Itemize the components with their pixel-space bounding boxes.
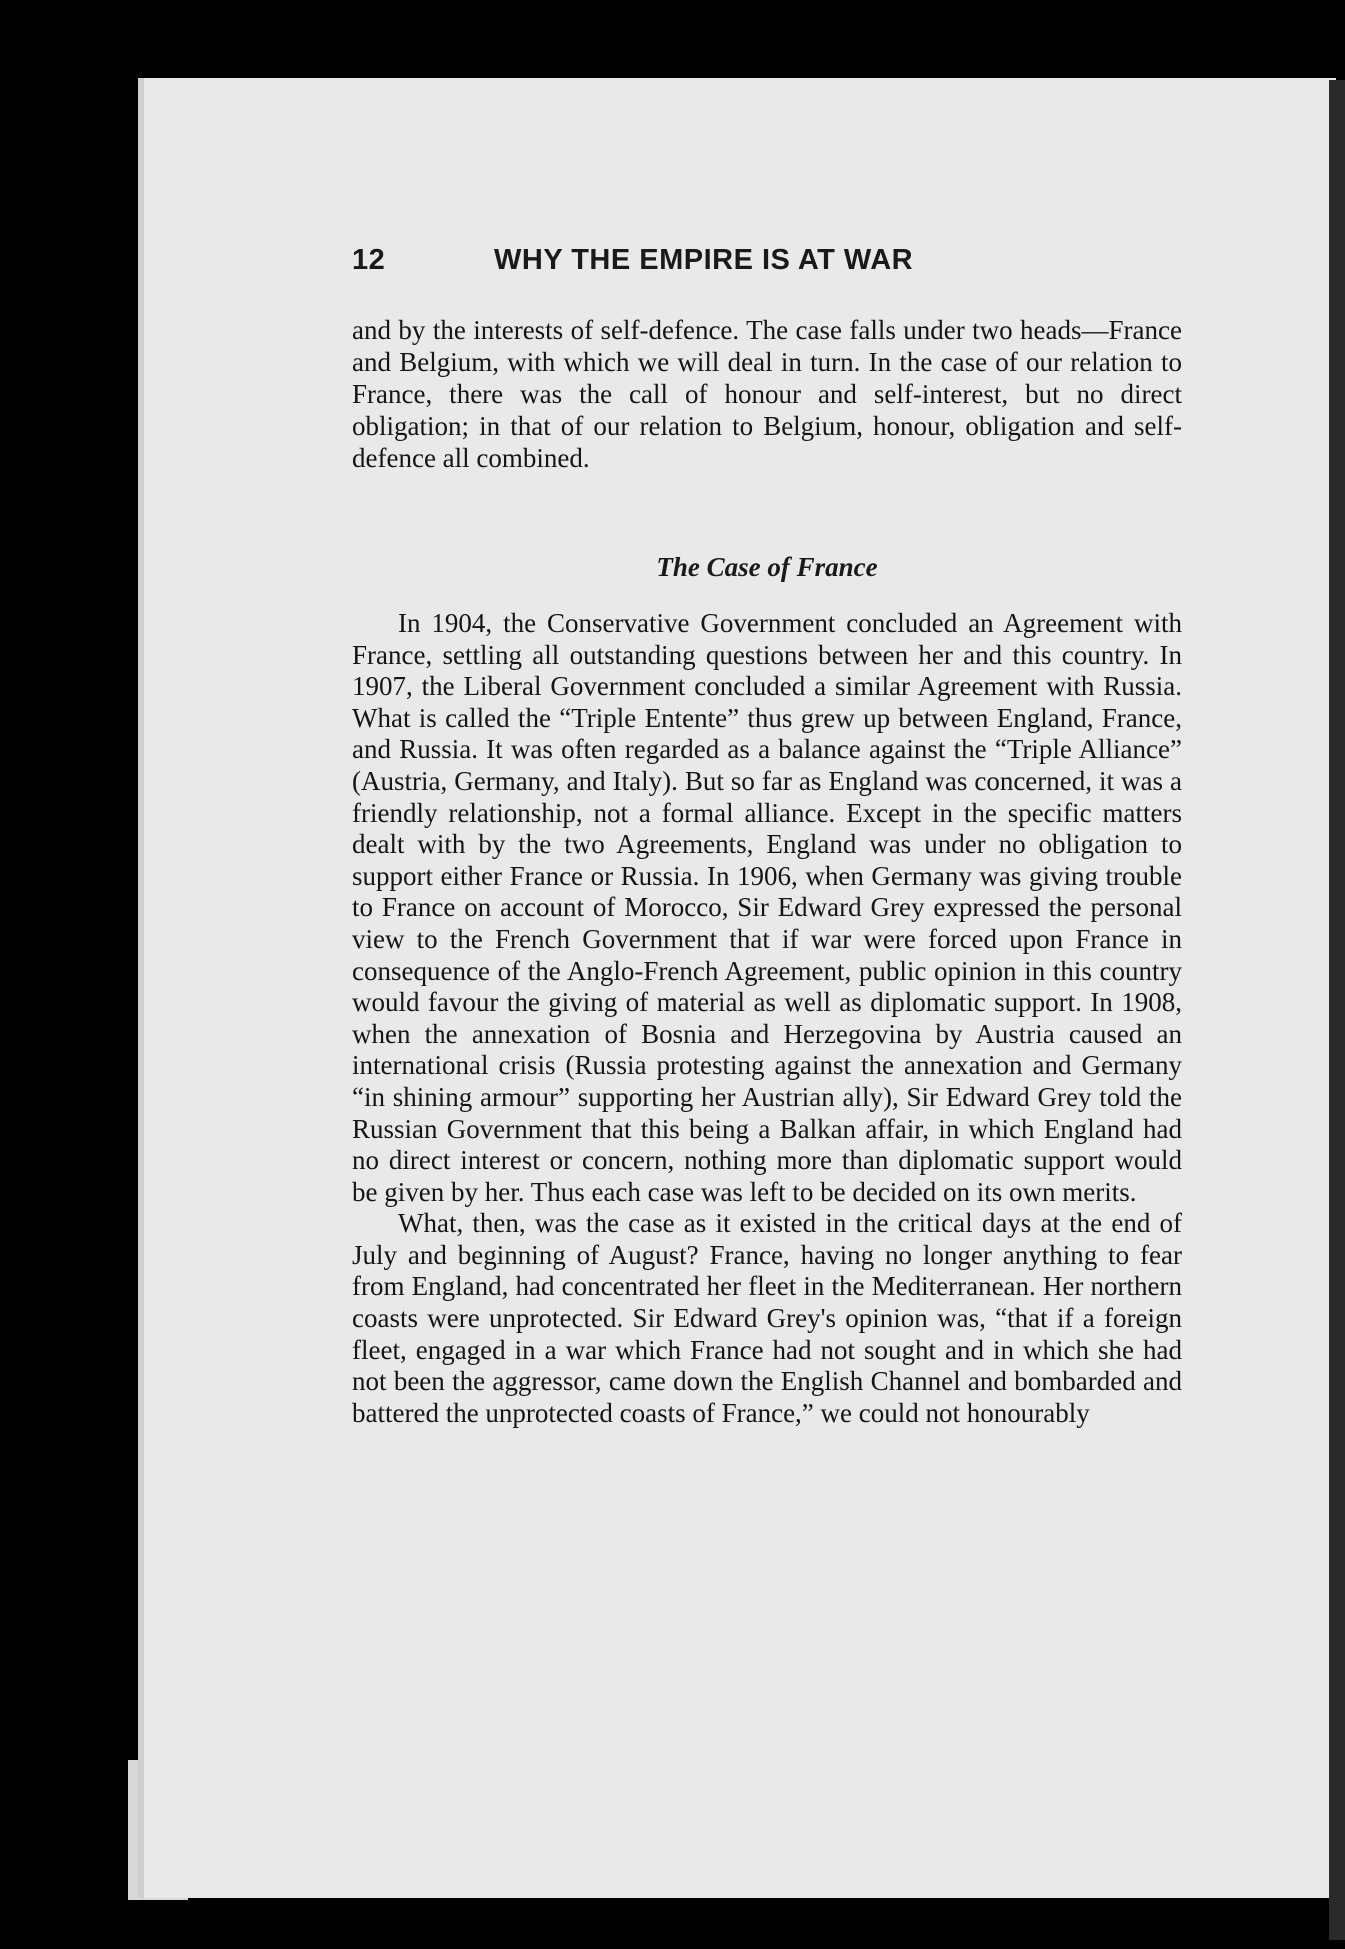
intro-paragraph: and by the interests of self-defence. The case falls under two heads—France and Belgium, with which we will deal in turn. In the case of our relation to France, there was the call of honour and self-interest, but no direct obligation; in that of our relation to Belgium, honour, obligation and self-defence all combined. [352,315,1182,473]
running-head: WHY THE EMPIRE IS AT WAR [494,244,914,276]
paragraph: What, then, was the case as it existed in the critical days at the end of July and beginning of August? France, having no longer anything to fear from England, had concentrated her fleet in the Mediterranean. Her northern coasts were unprotected. Sir Edward Grey's opinion was, “that if a foreign fleet, engaged in a war which France had not sought and in which she had not been the aggressor, came down the English Channel and bombarded and battered the unprotected coasts of France,” we could not honourably [352,1208,1182,1428]
intro-text-block [352,314,1182,474]
section-title: The Case of France [656,552,878,582]
book-spine-edge [1329,80,1345,1940]
page-number: 12 [352,244,386,276]
page-header [352,244,1182,284]
section-text-block [352,608,1182,1429]
paragraph: In 1904, the Conservative Government concluded an Agreement with France, settling all outstanding questions between her and this country. In 1907, the Liberal Government concluded a similar Agreement with Russia. What is called the “Triple Entente” thus grew up between England, France, and Russia. It was often regarded as a balance against the “Triple Alliance” (Austria, Germany, and Italy). But so far as England was concerned, it was a friendly relationship, not a formal alliance. Except in the specific matters dealt with by the two Agreements, England was under no obligation to support either France or Russia. In 1906, when Germany was giving trouble to France on account of Morocco, Sir Edward Grey expressed the personal view to the French Government that if war were forced upon France in consequence of the Anglo-French Agreement, public opinion in this country would favour the giving of material as well as diplomatic support. In 1908, when the annexation of Bosnia and Herzegovina by Austria caused an international crisis (Russia protesting against the annexation and Germany “in shining armour” supporting her Austrian ally), Sir Edward Grey told the Russian Government that this being a Balkan affair, in which England had no direct interest or concern, nothing more than diplomatic support would be given by her. Thus each case was left to be decided on its own merits. [352,608,1182,1207]
